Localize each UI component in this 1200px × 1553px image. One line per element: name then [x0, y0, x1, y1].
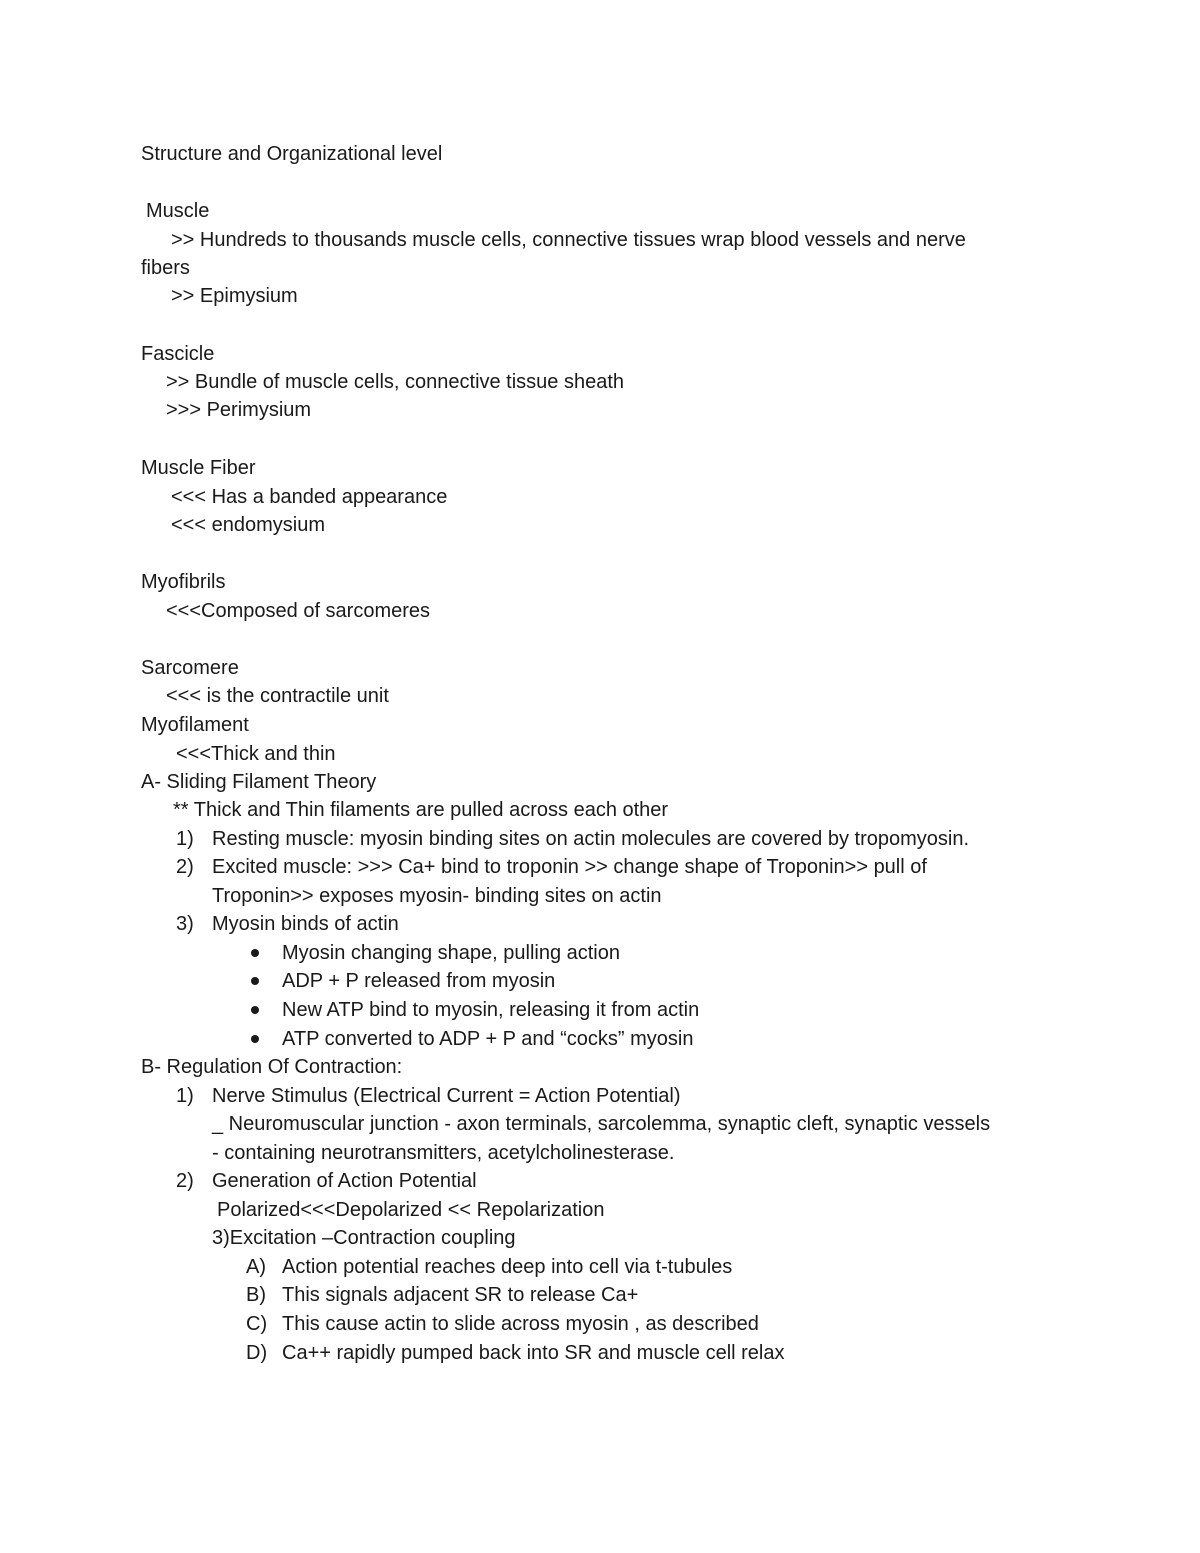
- sliding-note: ** Thick and Thin filaments are pulled across each other: [173, 799, 669, 821]
- list-letter: A): [246, 1256, 266, 1278]
- list-item-continuation: Troponin>> exposes myosin- binding sites on actin: [212, 885, 662, 907]
- heading-muscle: Muscle: [146, 200, 210, 222]
- muscle-note-1: >> Hundreds to thousands muscle cells, connective tissues wrap blood vessels and nerve: [171, 229, 966, 251]
- list-item-detail: 3)Excitation –Contraction coupling: [212, 1227, 516, 1249]
- sarcomere-note: <<< is the contractile unit: [166, 685, 389, 707]
- fascicle-note-1: >> Bundle of muscle cells, connective tissue sheath: [166, 371, 625, 393]
- list-item: Excited muscle: >>> Ca+ bind to troponin >> change shape of Troponin>> pull of: [212, 856, 927, 878]
- heading-myofibrils: Myofibrils: [141, 571, 226, 593]
- list-letter: C): [246, 1313, 268, 1335]
- document-title: Structure and Organizational level: [141, 143, 443, 165]
- list-number: 1): [176, 828, 194, 850]
- list-item-detail: - containing neurotransmitters, acetylcholinesterase.: [212, 1142, 675, 1164]
- list-number: 2): [176, 856, 194, 878]
- bullet-icon: [251, 1006, 259, 1014]
- fascicle-note-2: >>> Perimysium: [166, 399, 312, 421]
- fiber-note-2: <<< endomysium: [171, 514, 325, 536]
- bullet-icon: [251, 977, 259, 985]
- list-number: 1): [176, 1085, 194, 1107]
- bullet-item: Myosin changing shape, pulling action: [282, 942, 620, 964]
- bullet-item: ATP converted to ADP + P and “cocks” myosin: [282, 1028, 694, 1050]
- heading-fascicle: Fascicle: [141, 343, 215, 365]
- list-letter: B): [246, 1284, 266, 1306]
- bullet-item: New ATP bind to myosin, releasing it from actin: [282, 999, 700, 1021]
- heading-sliding-filament: A- Sliding Filament Theory: [141, 771, 377, 793]
- list-item: Generation of Action Potential: [212, 1170, 477, 1192]
- list-letter: D): [246, 1342, 268, 1364]
- muscle-note-2: >> Epimysium: [171, 285, 298, 307]
- heading-myofilament: Myofilament: [141, 714, 249, 736]
- list-number: 3): [176, 913, 194, 935]
- muscle-note-1-cont: fibers: [141, 257, 190, 279]
- list-item-detail: Polarized<<<Depolarized << Repolarization: [217, 1199, 605, 1221]
- lettered-item: Action potential reaches deep into cell via t-tubules: [282, 1256, 733, 1278]
- lettered-item: This signals adjacent SR to release Ca+: [282, 1284, 639, 1306]
- heading-muscle-fiber: Muscle Fiber: [141, 457, 256, 479]
- bullet-icon: [251, 1035, 259, 1043]
- myofilament-note: <<<Thick and thin: [176, 743, 336, 765]
- list-item: Resting muscle: myosin binding sites on actin molecules are covered by tropomyosin.: [212, 828, 970, 850]
- list-item: Myosin binds of actin: [212, 913, 399, 935]
- bullet-item: ADP + P released from myosin: [282, 970, 556, 992]
- fiber-note-1: <<< Has a banded appearance: [171, 486, 448, 508]
- list-item: Nerve Stimulus (Electrical Current = Action Potential): [212, 1085, 681, 1107]
- myofibrils-note: <<<Composed of sarcomeres: [166, 600, 431, 622]
- lettered-item: Ca++ rapidly pumped back into SR and muscle cell relax: [282, 1342, 785, 1364]
- list-number: 2): [176, 1170, 194, 1192]
- bullet-icon: [251, 949, 259, 957]
- lettered-item: This cause actin to slide across myosin , as described: [282, 1313, 759, 1335]
- heading-regulation: B- Regulation Of Contraction:: [141, 1056, 403, 1078]
- list-item-detail: _ Neuromuscular junction - axon terminals, sarcolemma, synaptic cleft, synaptic vessels: [212, 1113, 991, 1135]
- heading-sarcomere: Sarcomere: [141, 657, 239, 679]
